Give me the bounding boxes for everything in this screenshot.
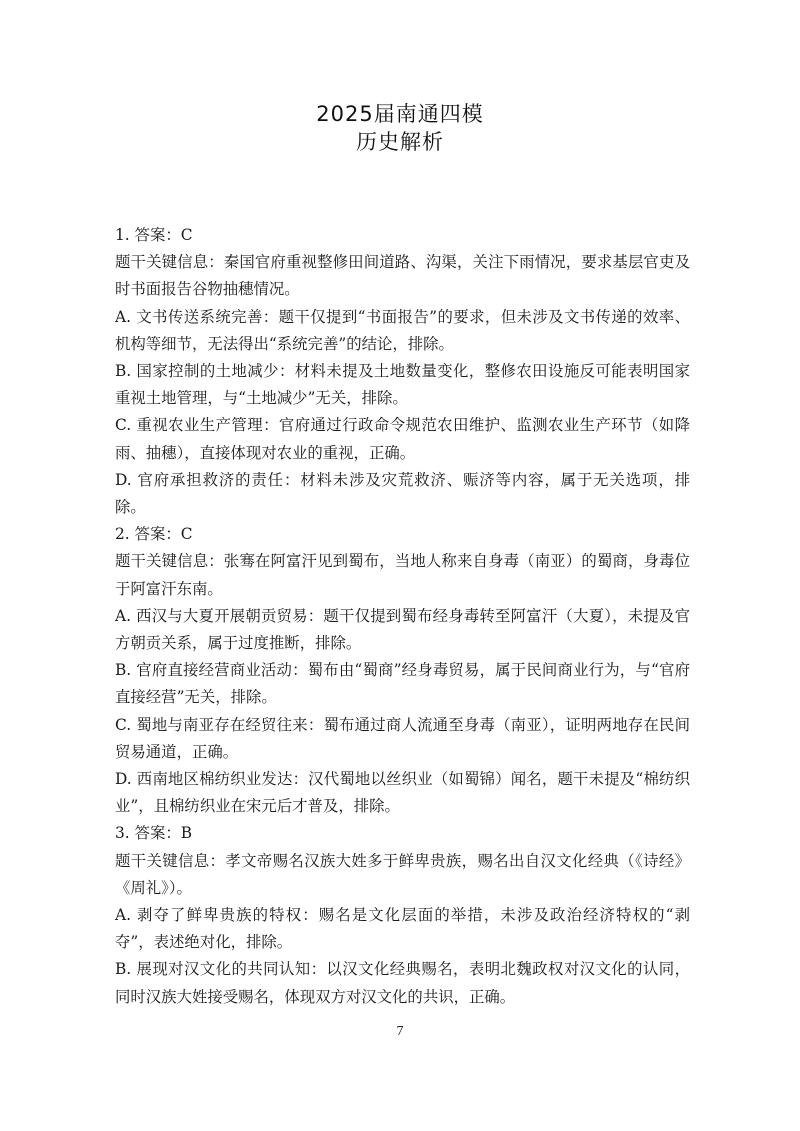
question-3-option-a: A. 剥夺了鲜卑贵族的特权：赐名是文化层面的举措，未涉及政治经济特权的“剥夺”，表述绝对化，排除。: [115, 906, 690, 952]
question-2-option-a: A. 西汉与大夏开展朝贡贸易：题干仅提到蜀布经身毒转至阿富汗（大夏），未提及官方朝贡关系，属于过度推断，排除。: [115, 606, 690, 653]
question-3-key-info: 题干关键信息：孝文帝赐名汉族大姓多于鲜卑贵族，赐名出自汉文化经典（《诗经》《周礼》）。: [115, 851, 690, 897]
question-1-option-d: D. 官府承担救济的责任：材料未涉及灾荒救济、赈济等内容，属于无关选项，排除。: [115, 470, 690, 517]
question-2-answer: 2. 答案：C: [115, 525, 193, 544]
question-1-key-info: 题干关键信息：秦国官府重视整修田间道路、沟渠，关注下雨情况，要求基层官吏及时书面报告谷物抽穗情况。: [115, 253, 690, 299]
question-3-answer: 3. 答案：B: [115, 824, 193, 843]
page-number: 7: [396, 1024, 404, 1039]
question-2-option-d: D. 西南地区棉纺织业发达：汉代蜀地以丝织业（如蜀锦）闻名，题干未提及“棉纺织业”，且棉纺织业在宋元后才普及，排除。: [115, 770, 690, 816]
question-3-option-b: B. 展现对汉文化的共同认知：以汉文化经典赐名，表明北魏政权对汉文化的认同，同时汉族大姓接受赐名，体现双方对汉文化的共识，正确。: [115, 960, 690, 1006]
title-block: [0, 100, 800, 156]
question-1-answer: 1. 答案：C: [115, 226, 193, 244]
question-1-option-c: C. 重视农业生产管理：官府通过行政命令规范农田维护、监测农业生产环节（如降雨、抽穗），直接体现对农业的重视，正确。: [115, 416, 690, 462]
page-title: 2025届南通四模: [316, 102, 484, 126]
question-1-option-b: B. 国家控制的土地减少：材料未提及土地数量变化，整修农田设施反可能表明国家重视土地管理，与“土地减少”无关，排除。: [115, 362, 690, 408]
question-2-option-c: C. 蜀地与南亚存在经贸往来：蜀布通过商人流通至身毒（南亚），证明两地存在民间贸易通道，正确。: [115, 715, 690, 761]
question-2-key-info: 题干关键信息：张骞在阿富汗见到蜀布，当地人称来自身毒（南亚）的蜀商，身毒位于阿富汗东南。: [115, 552, 690, 598]
page-subtitle: 历史解析: [356, 130, 444, 154]
question-2-option-b: B. 官府直接经营商业活动：蜀布由“蜀商”经身毒贸易，属于民间商业行为，与“官府直接经营”无关，排除。: [115, 661, 690, 707]
document-body: [115, 222, 690, 1011]
question-1-option-a: A. 文书传送系统完善：题干仅提到“书面报告”的要求，但未涉及文书传递的效率、机构等细节，无法得出“系统完善”的结论，排除。: [115, 307, 690, 353]
